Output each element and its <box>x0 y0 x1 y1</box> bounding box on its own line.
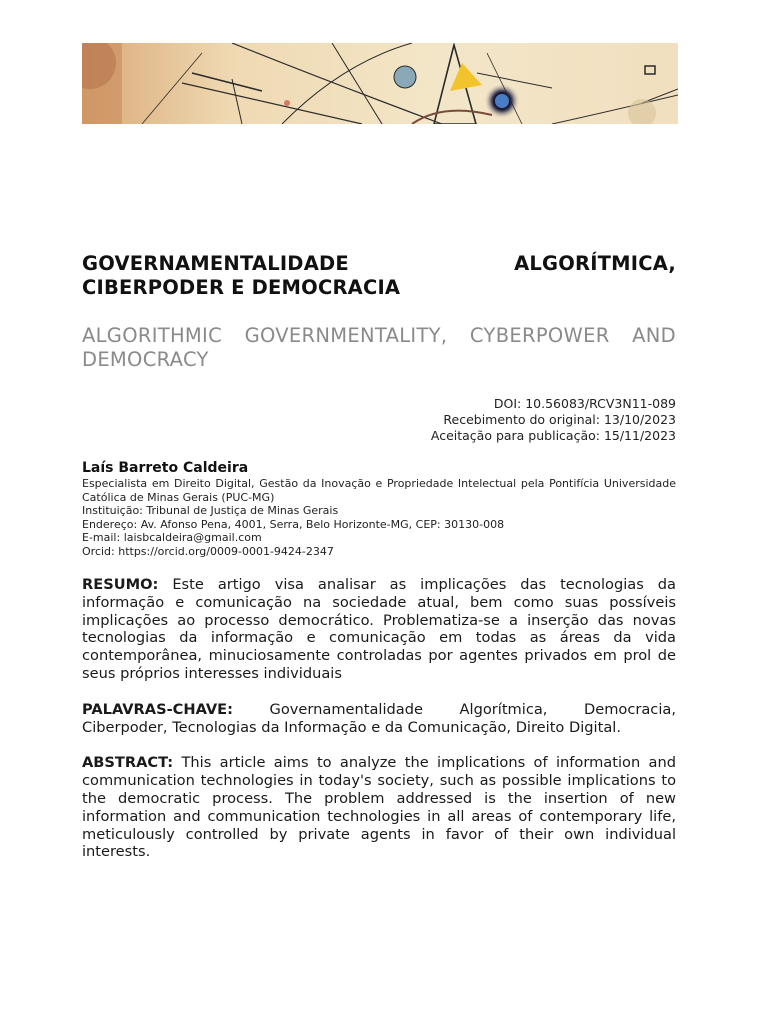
author-affiliation <box>82 477 676 558</box>
author-institution: Instituição: Tribunal de Justiça de Minas Gerais <box>82 504 339 517</box>
abstract-text: This article aims to analyze the implications of information and communication technologies in today's society, such as possible implications to the democratic process. The problem addressed is the insertion of new information and communication technologies in all areas of contemporary life, meticulously controlled by private agents in favor of their own individual interests. <box>82 754 677 861</box>
resumo-section <box>82 576 676 683</box>
publication-meta <box>82 396 676 444</box>
keywords-line: Ciberpoder, Tecnologias da Informação e da Comunicação, Direito Digital. <box>82 718 621 736</box>
received-date: Recebimento do original: 13/10/2023 <box>443 412 676 427</box>
keyword: Algorítmica, <box>459 700 548 718</box>
header-banner-artwork <box>82 43 678 124</box>
title-word: GOVERNAMENTALIDADE <box>82 252 349 275</box>
resumo-text: Este artigo visa analisar as implicações das tecnologias da informação e comunicação na sociedade atual, bem como suas possíveis implicações ao processo democrático. Problematiza-se a inserção das novas tecnologias da informação e comunicação em todas as áreas da vida contemporânea, minuciosamente controladas por agentes privados em prol de seus próprios interesses individuais <box>82 576 677 682</box>
subtitle-word: ALGORITHMIC <box>82 324 223 347</box>
keyword: Governamentalidade <box>269 700 423 718</box>
abstract-art-image <box>82 43 678 124</box>
doi: DOI: 10.56083/RCV3N11-089 <box>493 396 676 411</box>
subtitle-word: GOVERNMENTALITY, <box>244 324 448 347</box>
author-address: Endereço: Av. Afonso Pena, 4001, Serra, Belo Horizonte-MG, CEP: 30130-008 <box>82 517 505 531</box>
abstract-section <box>82 754 676 861</box>
keywords-section <box>82 701 676 737</box>
article-front-page <box>82 252 676 861</box>
author-email: E-mail: laisbcaldeira@gmail.com <box>82 531 262 544</box>
article-title-en <box>82 324 676 372</box>
author-specialization: Especialista em Direito Digital, Gestão da Inovação e Propriedade Intelectual pela Pontifícia Universidade Católica de Minas Gerais (PUC-MG) <box>82 477 676 504</box>
article-title-pt <box>82 252 676 300</box>
subtitle-word: AND <box>632 324 676 347</box>
subtitle-word: CYBERPOWER <box>469 324 610 347</box>
accepted-date: Aceitação para publicação: 15/11/2023 <box>430 428 676 443</box>
abstract-label: ABSTRACT: <box>82 754 174 772</box>
title-word: ALGORÍTMICA, <box>514 252 676 275</box>
keywords-label: PALAVRAS-CHAVE: <box>82 700 233 718</box>
subtitle-line: DEMOCRACY <box>82 348 209 371</box>
author-name: Laís Barreto Caldeira <box>82 460 249 476</box>
title-line: CIBERPODER E DEMOCRACIA <box>82 276 401 299</box>
resumo-label: RESUMO: <box>82 576 159 593</box>
author-orcid: Orcid: https://orcid.org/0009-0001-9424-2347 <box>82 544 334 558</box>
keyword: Democracia, <box>583 700 676 718</box>
